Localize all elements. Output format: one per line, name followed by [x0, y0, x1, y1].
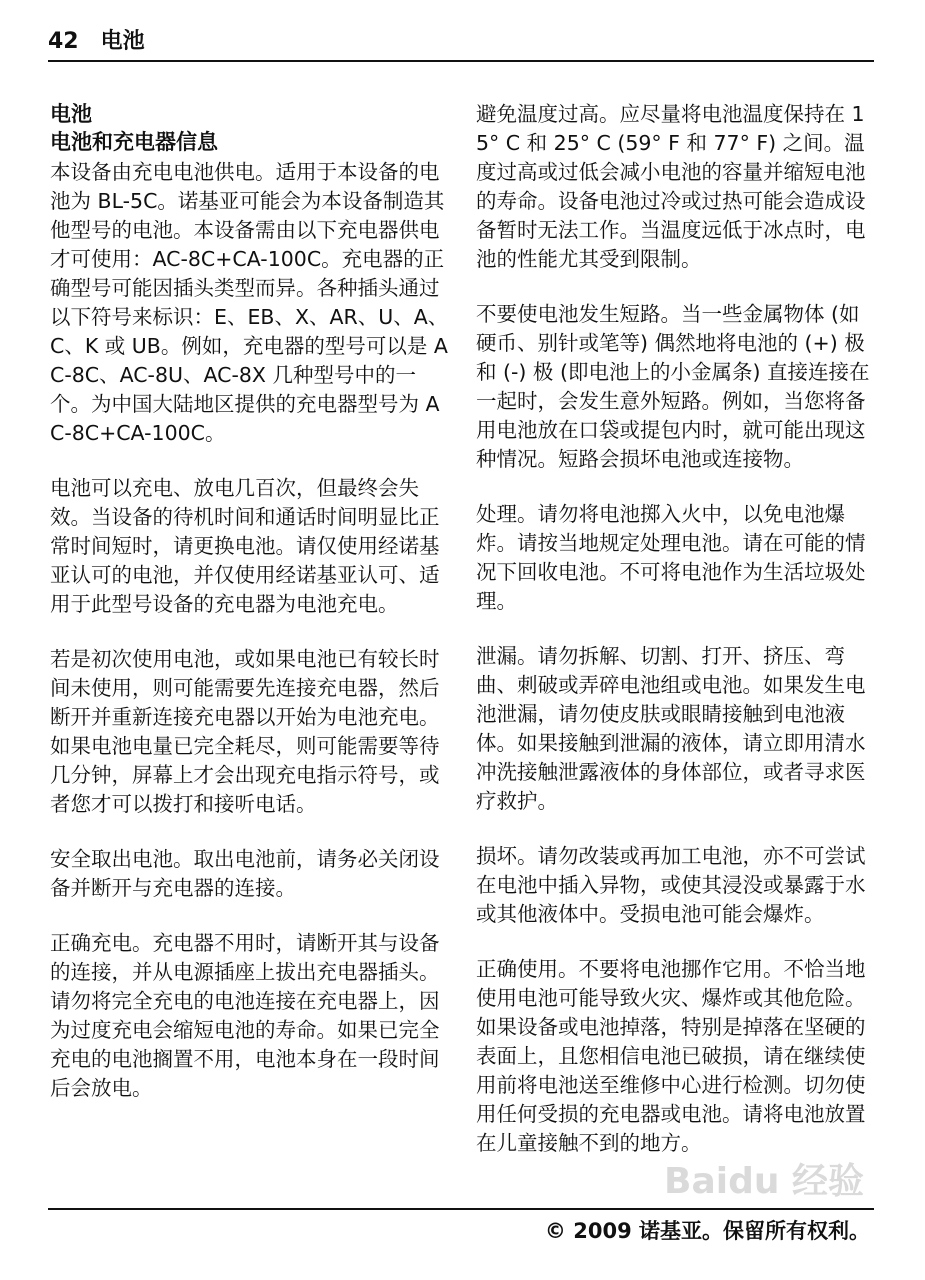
section-heading: 电池 [50, 102, 92, 126]
paragraph: 电池可以充电、放电几百次，但最终会失效。当设备的待机时间和通话时间明显比正常时间短时，请更换电池。请仅使用经诺基亚认可的电池，并仅使用经诺基亚认可、适用于此型号设备的充电器为电池充电。 [50, 476, 440, 616]
paragraph: 若是初次使用电池，或如果电池已有较长时间未使用，则可能需要先连接充电器，然后断开并重新连接充电器以开始为电池充电。如果电池电量已完全耗尽，则可能需要等待几分钟，屏幕上才会出现充电指示符号，或者您才可以拨打和接听电话。 [50, 647, 440, 816]
page-footer [48, 1208, 874, 1248]
running-title: 电池 [100, 29, 145, 54]
page-number: 42 [48, 29, 79, 54]
paragraph: 避免温度过高。应尽量将电池温度保持在 15° C 和 25° C (59° F 和 77° F) 之间。温度过高或过低会减小电池的容量并缩短电池的寿命。设备电池过冷或过热可能会造成设备暂时无法工作。当温度远低于冰点时，电池的性能尤其受到限制。 [476, 102, 866, 271]
sub-heading: 电池和充电器信息 [50, 130, 218, 154]
paragraph: 损坏。请勿改装或再加工电池，亦不可尝试在电池中插入异物，或使其浸没或暴露于水或其他液体中。受损电池可能会爆炸。 [476, 844, 866, 926]
paragraph: 安全取出电池。取出电池前，请务必关闭设备并断开与充电器的连接。 [50, 847, 440, 900]
baidu-watermark: Baidu 经验 [664, 1161, 865, 1202]
paragraph: 正确使用。不要将电池挪作它用。不恰当地使用电池可能导致火灾、爆炸或其他危险。如果设备或电池掉落，特别是掉落在坚硬的表面上，且您相信电池已破损，请在继续使用前将电池送至维修中心进行检测。切勿使用任何受损的充电器或电池。请将电池放置在儿童接触不到的地方。 [476, 957, 866, 1155]
paragraph: 本设备由充电电池供电。适用于本设备的电池为 BL-5C。诺基亚可能会为本设备制造其他型号的电池。本设备需由以下充电器供电才可使用：AC-8C+CA-100C。充电器的正确型号可能因插头类型而异。各种插头通过以下符号来标识：E、EB、X、AR、U、A、C、K 或 UB。例如，充电器的型号可以是 AC-8C、AC-8U、AC-8X 几种型号中的一个。为中国大陆地区提供的充电器型号为 AC-8C+CA-100C。 [50, 160, 449, 445]
paragraph: 处理。请勿将电池掷入火中，以免电池爆炸。请按当地规定处理电池。请在可能的情况下回收电池。不可将电池作为生活垃圾处理。 [476, 502, 866, 613]
copyright-notice: © 2009 诺基亚。保留所有权利。 [544, 1219, 870, 1243]
paragraph: 不要使电池发生短路。当一些金属物体 (如硬币、别针或笔等) 偶然地将电池的 (+) 极和 (-) 极 (即电池上的小金属条) 直接连接在一起时，会发生意外短路。例如，当您将备用电池放在口袋或提包内时，就可能出现这种情况。短路会损坏电池或连接物。 [476, 302, 870, 471]
page-header [48, 30, 874, 62]
paragraph: 泄漏。请勿拆解、切割、打开、挤压、弯曲、刺破或弄碎电池组或电池。如果发生电池泄漏，请勿使皮肤或眼睛接触到电池液体。如果接触到泄漏的液体，请立即用清水冲洗接触泄露液体的身体部位，或者寻求医疗救护。 [476, 644, 866, 813]
right-column [476, 100, 874, 1184]
left-column [50, 100, 450, 1129]
paragraph: 正确充电。充电器不用时，请断开其与设备的连接，并从电源插座上拔出充电器插头。请勿将完全充电的电池连接在充电器上，因为过度充电会缩短电池的寿命。如果已完全充电的电池搁置不用，电池本身在一段时间后会放电。 [50, 931, 440, 1100]
